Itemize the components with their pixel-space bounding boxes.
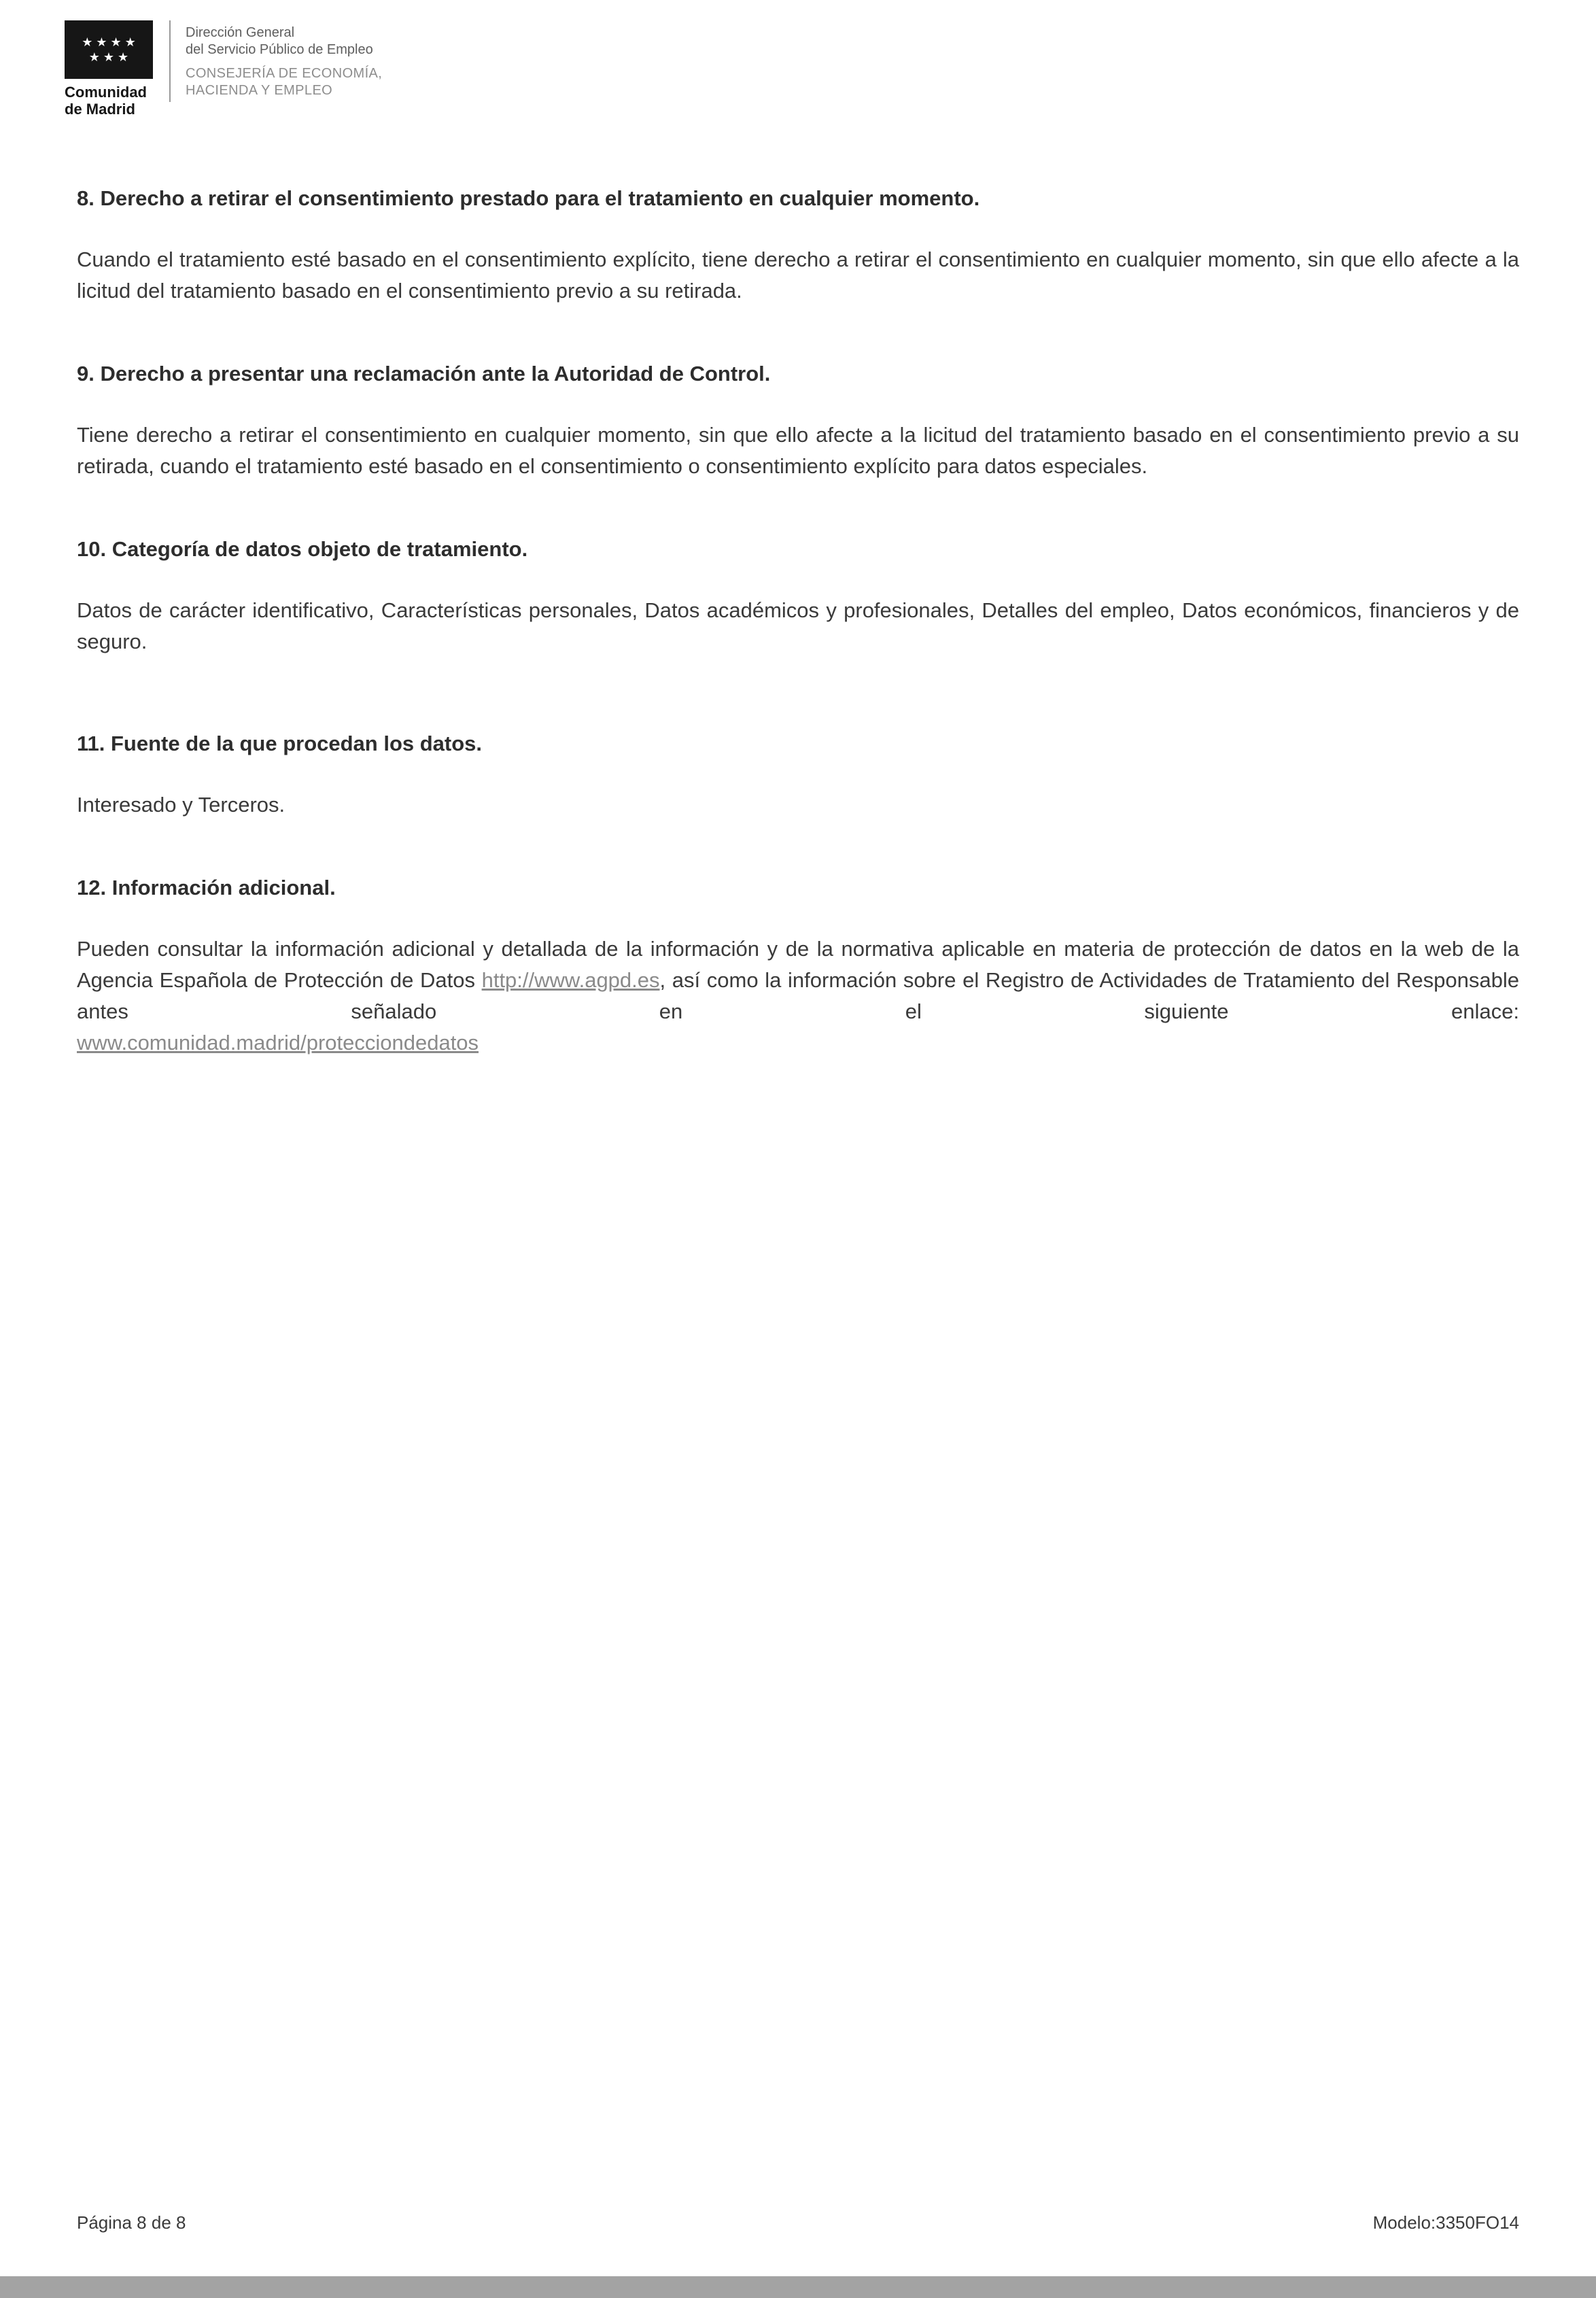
org-line-3: CONSEJERÍA DE ECONOMÍA, (186, 66, 383, 81)
logo-name-line2: de Madrid (65, 100, 135, 118)
proteccion-datos-link[interactable]: www.comunidad.madrid/protecciondedatos (77, 1031, 479, 1055)
section-9-heading: 9. Derecho a presentar una reclamación ante la Autoridad de Control. (77, 362, 771, 386)
section-12-heading: 12. Información adicional. (77, 876, 336, 900)
flag-stars-row1: ★ ★ ★ ★ (82, 35, 136, 49)
footer-model-code: Modelo:3350FO14 (1372, 2212, 1519, 2233)
madrid-flag-icon (65, 20, 153, 79)
proteccion-datos-link-line (77, 1027, 1519, 1059)
page-footer (77, 2212, 1519, 2233)
section-8-body: Cuando el tratamiento esté basado en el consentimiento explícito, tiene derecho a retirar el consentimiento en cualquier momento, sin que ello afecte a la licitud del tratamiento basado en el consentimiento previo a su retirada. (77, 247, 1519, 303)
logo-region-name (65, 84, 154, 118)
section-9-body: Tiene derecho a retirar el consentimiento en cualquier momento, sin que ello afecte a la licitud del tratamiento basado en el consentimiento previo a su retirada, cuando el tratamiento esté basado en el consentimiento o consentimiento explícito para datos especiales. (77, 423, 1519, 479)
flag-stars-row2: ★ ★ ★ (88, 50, 129, 64)
logo-name-line1: Comunidad (65, 84, 147, 101)
section-11-heading: 11. Fuente de la que procedan los datos. (77, 732, 483, 756)
org-direccion-general (186, 24, 382, 58)
org-line-1: Dirección General (186, 25, 295, 40)
section-11-body: Interesado y Terceros. (77, 793, 285, 817)
org-consejeria (186, 65, 382, 99)
section-12-body (77, 933, 1519, 1027)
section-10-heading: 10. Categoría de datos objeto de tratamiento. (77, 537, 528, 562)
org-line-4: HACIENDA Y EMPLEO (186, 83, 333, 98)
section-8-heading: 8. Derecho a retirar el consentimiento prestado para el tratamiento en cualquier momento. (77, 186, 980, 211)
document-body (0, 183, 1596, 1059)
comunidad-madrid-logo (65, 20, 154, 118)
page-header (0, 0, 1596, 118)
scan-edge-bar (0, 2276, 1596, 2298)
org-line-2: del Servicio Público de Empleo (186, 42, 373, 57)
section-10-body: Datos de carácter identificativo, Características personales, Datos académicos y profesionales, Detalles del empleo, Datos económicos, financieros y de seguro. (77, 598, 1519, 654)
footer-page-number: Página 8 de 8 (77, 2212, 186, 2233)
agpd-link[interactable]: http://www.agpd.es (481, 968, 660, 993)
org-name-block (186, 20, 382, 99)
header-divider (169, 20, 171, 102)
section-12-text-1: Pueden consultar la información adicional y detallada de la información y de la normativa aplicable en materia de protección de datos en la web de la Agencia Española de Protección de Datos (77, 937, 1519, 993)
section-12-text-2: , así como la información sobre el Registro de Actividades de Tratamiento del Responsable antes señalado en el siguiente enlace: (77, 968, 1519, 1024)
